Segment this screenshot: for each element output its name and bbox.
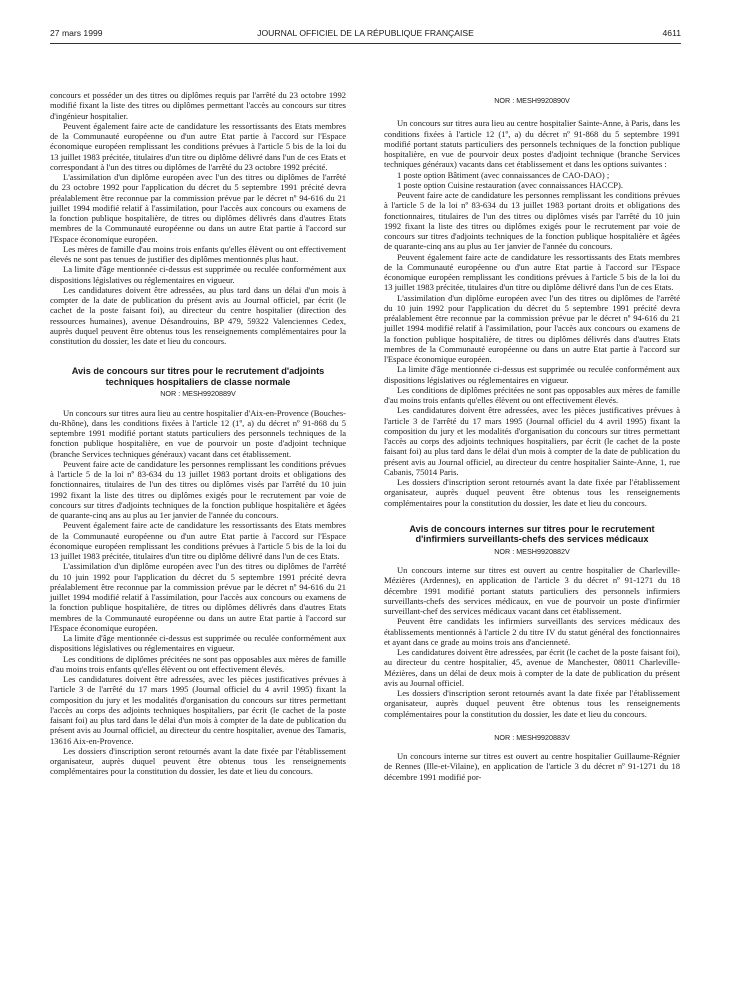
paragraph: L'assimilation d'un diplôme européen avec l'un des titres ou diplômes de l'arrêté du 10 juin 1992 pour l'application du décret du 5 septembre 1991 précité devra préalablement être reconnue par la commission prévue par le décret nº 94-616 du 21 juillet 1994 modifié relatif à l'assimilation, pour l'accès aux concours ou examens de la fonction publique hospitalière, de titres ou diplômes délivrés dans d'autres Etats membres de la Communauté européenne ou dans un autre Etat partie à l'accord sur l'Espace économique européen. (50, 561, 346, 633)
paragraph: Peuvent également faire acte de candidature les ressortissants des Etats membres de la Communauté européenne ou d'un autre Etat partie à l'accord sur l'Espace économique européen remplissant les conditions prévues à l'article 5 bis de la loi du 13 juillet 1983 précitée, titulaires d'un titre ou diplôme délivré dans l'un de ces Etats. (384, 251, 680, 293)
paragraph: Les candidatures doivent être adressées, par écrit (le cachet de la poste faisant foi), au directeur du centre hospitalier, 45, avenue de Manchester, 08011 Charleville-Mézières, dans un délai de deux mois à compter de la date de publication du présent avis au Journal officiel. (384, 647, 680, 688)
nor-reference: NOR : MESH9920889V (160, 389, 236, 399)
paragraph: Peuvent également faire acte de candidature les ressortissants des Etats membres de la Communauté européenne ou d'un autre Etat partie à l'accord sur l'Espace économique européen remplissant les conditions prévues à l'article 5 bis de la loi du 13 juillet 1983 précitée, titulaires d'un titre ou diplôme délivré dans l'un de ces Etats. (50, 520, 346, 561)
paragraph: Les dossiers d'inscription seront retournés avant la date fixée par l'établissement organisateur, auprès duquel peuvent être obtenus tous les renseignements complémentaires pour la constitution du dossier, les date et lieu du concours. (384, 477, 680, 508)
paragraph: Un concours sur titres aura lieu au centre hospitalier d'Aix-en-Provence (Bouches-du-Rhône), dans les conditions fixées à l'article 12 (1º, a) du décret nº 91-868 du 5 septembre 1991 modifié portant statuts particuliers des personnels techniques de la fonction publique hospitalière, en vue de pourvoir un poste d'adjoint technique (branche Services techniques généraux) vacant dans cet établissement. (50, 407, 346, 459)
paragraph: Un concours interne sur titres est ouvert au centre hospitalier Guillaume-Régnier de Rennes (Ille-et-Vilaine), en application de l'article 3 du décret nº 91-1271 du 18 décembre 1991 modifié por- (384, 751, 680, 782)
list-item: 1 poste option Bâtiment (avec connaissances de CAO-DAO) ; (397, 169, 610, 180)
paragraph: Les candidatures doivent être adressées, avec les pièces justificatives prévues à l'article 3 de l'arrêté du 17 mars 1995 (Journal officiel du 4 avril 1995) fixant la composition du jury et les modalités d'organisation du concours sur titres permettant l'accès au corps des adjoints techniques hospitaliers, par écrit (le cachet de la poste faisant foi) au plus tard dans le délai d'un mois à compter de la date de publication du présent avis au Journal officiel, au directeur du centre hospitalier, avenue des Tamaris, 13616 Aix-en-Provence. (50, 674, 346, 746)
nor-reference: NOR : MESH9920882V (494, 546, 570, 556)
section-title: Avis de concours internes sur titres pour le recrutement d'infirmiers surveillants-chefs des services médicaux (409, 523, 655, 545)
paragraph: Les dossiers d'inscription seront retournés avant la date fixée par l'établissement organisateur, auprès duquel peuvent être obtenus tous les renseignements complémentaires pour la constitution du dossier, les date et lieu du concours. (384, 688, 680, 719)
paragraph: Peuvent faire acte de candidature les personnes remplissant les conditions prévues à l'article 5 de la loi nº 83-634 du 13 juillet 1983 portant droits et obligations des fonctionnaires, titulaires de l'un des titres ou diplômes visés par l'arrêté du 10 juin 1992 fixant la liste des titres ou diplômes exigés pour le recrutement par voie de concours sur titres d'adjoints techniques de la fonction publique hospitalière et âgées de quarante-cinq ans au plus au 1er janvier de l'année du concours. (384, 190, 680, 252)
paragraph: Les conditions de diplômes précitées ne sont pas opposables aux mères de famille d'au moins trois enfants qu'elles élèvent ou ont effectivement élevés. (384, 384, 680, 405)
paragraph: Un concours interne sur titres est ouvert au centre hospitalier de Charleville-Mézières (Ardennes), en application de l'article 3 du décret nº 91-1271 du 18 décembre 1991 modifié portant statuts particuliers des personnels infirmiers surveillants-chefs des services médicaux, en vue de pourvoir un poste d'infirmier surveillant-chef des services médicaux vacant dans cet établissement. (384, 565, 680, 616)
section-title: Avis de concours sur titres pour le recrutement d'adjoints techniques hospitaliers de classe normale (71, 366, 325, 387)
paragraph: Les candidatures doivent être adressées, au plus tard dans un délai d'un mois à compter de la date de publication du présent avis au Journal officiel, par écrit (le cachet de la poste faisant foi), au directeur du centre hospitalier (direction des ressources humaines), avenue Désandrouins, BP 479, 59322 Valenciennes Cedex, auprès duquel peuvent être obtenus tous les renseignements complémentaires pour la constitution du dossier, les date et lieu du concours. (50, 284, 346, 346)
paragraph: La limite d'âge mentionnée ci-dessus est supprimée ou reculée conformément aux dispositions législatives ou réglementaires en vigueur. (384, 364, 680, 385)
right-column (384, 96, 680, 782)
nor-reference: NOR : MESH9920890V (494, 96, 570, 105)
paragraph: Les mères de famille d'au moins trois enfants qu'elles élèvent ou ont effectivement élevés ne sont pas tenues de justifier des diplômes mentionnés plus haut. (50, 243, 346, 264)
paragraph: Les candidatures doivent être adressées, avec les pièces justificatives prévues à l'article 3 de l'arrêté du 17 mars 1995 (Journal officiel du 4 avril 1995) fixant la composition du jury et les modalités d'organisation du concours sur titres permettant l'accès au corps des adjoints techniques hospitaliers, par écrit (le cachet de la poste faisant foi) au plus tard dans le délai d'un mois à compter de la date de publication du présent avis au Journal officiel, au directeur du centre hospitalier Sainte-Anne, 1, rue Cabanis, 75014 Paris. (384, 405, 680, 477)
paragraph: L'assimilation d'un diplôme européen avec l'un des titres ou diplômes de l'arrêté du 23 octobre 1992 pour l'application du décret du 5 septembre 1991 précité devra préalablement être reconnue par la commission prévue par le décret nº 94-616 du 21 juillet 1994 modifié relatif à l'assimilation, pour l'accès aux concours ou examens de la fonction publique hospitalière, de titres ou diplômes délivrés dans d'autres Etats membres de la Communauté européenne ou dans un autre Etat partie à l'accord sur l'Espace économique européen. (50, 172, 346, 244)
page-header (50, 28, 681, 42)
journal-title: JOURNAL OFFICIEL DE LA RÉPUBLIQUE FRANÇAISE (257, 28, 474, 38)
list-item: 1 poste option Cuisine restauration (avec connaissances HACCP). (397, 179, 623, 190)
header-rule (50, 43, 681, 44)
paragraph: Peuvent faire acte de candidature les personnes remplissant les conditions prévues à l'article 5 de la loi nº 83-634 du 13 juillet 1983 portant droits et obligations des fonctionnaires, titulaires de l'un des titres ou diplômes visés par l'arrêté du 10 juin 1992 fixant la liste des titres ou diplômes exigés pour le recrutement par voie de concours sur titres d'adjoints techniques de la fonction publique hospitalière et âgées de quarante-cinq ans au plus au 1er janvier de l'année du concours. (50, 458, 346, 520)
paragraph: Peuvent également faire acte de candidature les ressortissants des Etats membres de la Communauté européenne ou d'un autre Etat partie à l'accord sur l'Espace économique européen remplissant les conditions prévues à l'article 5 bis de la loi du 13 juillet 1983 précitée, titulaires d'un titre ou diplôme délivré dans l'un de ces Etats et correspondant à l'un des titres ou diplômes de l'arrêté du 23 octobre 1992 précité. (50, 120, 346, 172)
left-column (50, 90, 346, 777)
paragraph: Un concours sur titres aura lieu au centre hospitalier Sainte-Anne, à Paris, dans les conditions fixées à l'article 12 (1º, a) du décret nº 91-868 du 5 septembre 1991 modifié portant statuts particuliers des personnels techniques de la fonction publique hospitalière, en vue de pourvoir deux postes d'adjoint technique (branche Services techniques généraux) vacants dans cet établissement et dans les options suivantes : (384, 118, 680, 170)
page-number: 4611 (662, 28, 681, 38)
nor-reference: NOR : MESH9920883V (494, 732, 570, 742)
header-date: 27 mars 1999 (50, 28, 103, 38)
paragraph: L'assimilation d'un diplôme européen avec l'un des titres ou diplômes de l'arrêté du 10 juin 1992 pour l'application du décret du 5 septembre 1991 précité devra préalablement être reconnue par la commission prévue par le décret nº 94-616 du 21 juillet 1994 modifié relatif à l'assimilation, pour l'accès aux concours ou examens de la fonction publique hospitalière, de titres ou diplômes délivrés dans d'autres Etats membres de la Communauté européenne ou dans un autre Etat partie à l'accord sur l'Espace économique européen. (384, 292, 680, 364)
paragraph: Les conditions de diplômes précitées ne sont pas opposables aux mères de famille d'au moins trois enfants qu'elles élèvent ou ont effectivement élevés. (50, 653, 346, 674)
paragraph: concours et posséder un des titres ou diplômes requis par l'arrêté du 23 octobre 1992 modifié fixant la liste des titres ou diplômes permettant l'accès au concours sur titres d'ingénieur hospitalier. (50, 90, 346, 121)
paragraph: Les dossiers d'inscription seront retournés avant la date fixée par l'établissement organisateur, auprès duquel peuvent être obtenus tous les renseignements complémentaires pour la constitution du dossier, les date et lieu du concours. (50, 745, 346, 777)
paragraph: La limite d'âge mentionnée ci-dessus est supprimée ou reculée conformément aux dispositions législatives ou réglementaires en vigueur. (50, 264, 346, 285)
paragraph: Peuvent être candidats les infirmiers surveillants des services médicaux des établissements mentionnés à l'article 2 du titre IV du statut général des fonctionnaires et ayant dans ce grade au moins trois ans d'ancienneté. (384, 616, 680, 647)
paragraph: La limite d'âge mentionnée ci-dessus est supprimée ou reculée conformément aux dispositions législatives ou réglementaires en vigueur. (50, 633, 346, 654)
